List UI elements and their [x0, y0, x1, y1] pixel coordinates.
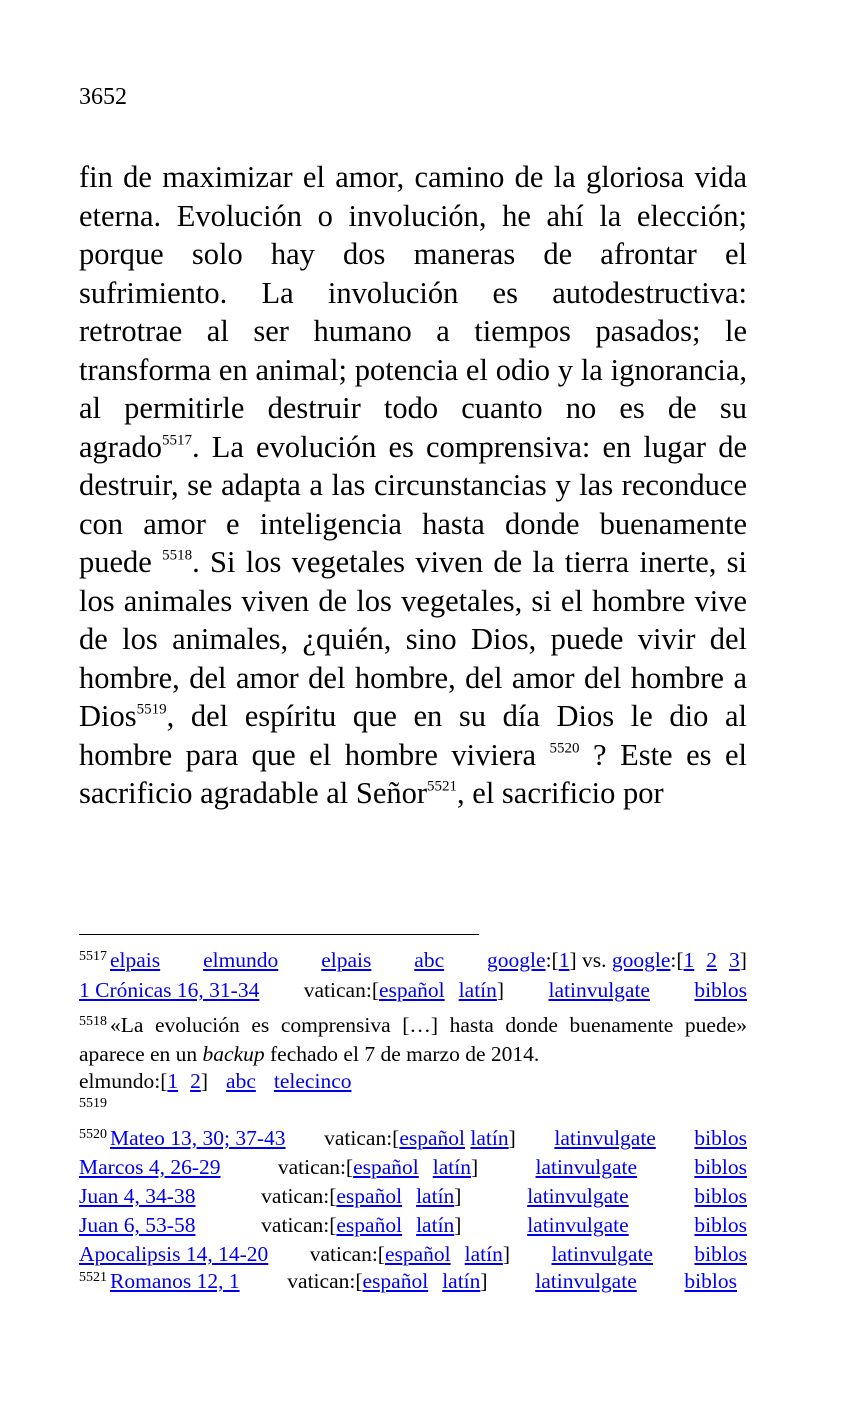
link-elmundo[interactable]: elmundo [203, 948, 279, 972]
footnotes [79, 948, 747, 1299]
link-latin[interactable]: latín [464, 1242, 503, 1266]
google-links-1: google:[1] vs. google:[1 2 3] [487, 948, 747, 972]
footnote-5518-links: elmundo:[1 2] abc telecinco [79, 1069, 352, 1093]
bible-ref-link[interactable]: Juan 4, 34-38 [79, 1184, 196, 1208]
bible-ref-link[interactable]: Mateo 13, 30; 37-43 [110, 1126, 286, 1150]
link-latinvulgate[interactable]: latinvulgate [551, 1242, 653, 1266]
footnote-5517-line-1 [79, 948, 747, 978]
link-latinvulgate[interactable]: latinvulgate [548, 978, 650, 1002]
bible-ref-link[interactable]: Apocalipsis 14, 14-20 [79, 1242, 269, 1266]
link-elpais[interactable]: elpais [110, 948, 161, 972]
footnote-5520-row: Juan 6, 53-58 vatican:[español latín] latinvulgate biblos [79, 1213, 747, 1237]
link-espanol[interactable]: español [353, 1155, 419, 1179]
link-espanol[interactable]: español [362, 1269, 429, 1293]
footnote-separator [79, 934, 479, 935]
link-espanol[interactable]: español [378, 978, 445, 1002]
paragraph-text: . Si los vegetales viven de la tierra inerte, si los animales viven de los vegetales, si el hombre vive de los animales, ¿quién, sino Dios, puede vivir del hombre, del amor del hombre, del amor del hombre a Dios [79, 545, 747, 733]
paragraph-text: . La evolución es comprensiva: en lugar de destruir, se adapta a las circunstancias y las reconduce con amor e inteligencia hasta donde buenamente puede [79, 429, 747, 579]
link-latin[interactable]: latín [470, 1126, 509, 1150]
link-google-1[interactable]: 1 [558, 948, 570, 972]
link-latin[interactable]: latín [458, 978, 497, 1002]
link-espanol[interactable]: español [384, 1242, 451, 1266]
link-espanol[interactable]: español [399, 1126, 466, 1150]
link-espanol[interactable]: español [336, 1213, 403, 1237]
footnote-5520-row: Juan 4, 34-38 vatican:[español latín] latinvulgate biblos [79, 1184, 747, 1208]
footnote-5521: $^{5521}$ Romanos 12, 1 vatican:[español latín] latinvulgate biblos [79, 1269, 737, 1293]
link-latin[interactable]: latín [432, 1155, 471, 1179]
link-biblos[interactable]: biblos [694, 1242, 747, 1266]
paragraph-text: , del espíritu que en su día Dios le dio al hombre para que el hombre viviera [79, 699, 747, 772]
body-paragraph [79, 158, 747, 813]
link-latinvulgate[interactable]: latinvulgate [554, 1126, 656, 1150]
link-latin[interactable]: latín [416, 1213, 455, 1237]
link-google-1[interactable]: 1 [683, 948, 695, 972]
link-espanol[interactable]: español [336, 1184, 403, 1208]
link-biblos[interactable]: biblos [694, 978, 747, 1002]
link-biblos[interactable]: biblos [694, 1213, 747, 1237]
link-google[interactable]: google [487, 948, 546, 972]
link-latinvulgate[interactable]: latinvulgate [527, 1213, 629, 1237]
paragraph-text: ? Este es el sacrificio agradable al Señor [79, 737, 748, 810]
footnote-number: 5518 [79, 1014, 107, 1029]
link-latin[interactable]: latín [416, 1184, 455, 1208]
footnote-number: 5521 [79, 1270, 107, 1285]
link-latinvulgate[interactable]: latinvulgate [535, 1269, 637, 1293]
link-biblos[interactable]: biblos [694, 1155, 747, 1179]
footnote-5518: $^{5518}$ «La evolución es comprensiva […] hasta donde buenamente puede» aparece en un backup fechado el 7 de marzo de 2014. [79, 1013, 747, 1066]
bible-ref-link[interactable]: Romanos 12, 1 [110, 1269, 240, 1293]
footnote-number: 5520 [79, 1127, 107, 1142]
paragraph-text: fin de maximizar el amor, camino de la gloriosa vida eterna. Evolución o involución, he ahí la elección; porque solo hay dos maneras de afrontar el sufrimiento. La involución es autodestructiva: retrotrae al ser humano a tiempos pasados; le transforma en animal; potencia el odio y la ignorancia, al permitirle destruir todo cuanto no es de su agrado [79, 160, 747, 464]
link-abc[interactable]: abc [226, 1069, 256, 1093]
bible-ref-link[interactable]: Marcos 4, 26-29 [79, 1155, 221, 1179]
footnote-5520-row: $^{5520}$ Mateo 13, 30; 37-43 vatican:[español latín] latinvulgate biblos [79, 1126, 747, 1150]
link-latin[interactable]: latín [442, 1269, 481, 1293]
footnote-ref[interactable]: 5517 [161, 431, 192, 448]
link-biblos[interactable]: biblos [694, 1184, 747, 1208]
link-elpais[interactable]: elpais [321, 948, 372, 972]
paragraph-text: , el sacrificio por [457, 776, 664, 810]
footnote-ref[interactable]: 5519 [136, 701, 167, 718]
link-google-2[interactable]: 2 [706, 948, 718, 972]
footnote-number: 5517 [79, 949, 107, 964]
footnote-ref[interactable]: 5520 [549, 739, 580, 756]
footnote-ref[interactable]: 5521 [427, 778, 458, 795]
link-latinvulgate[interactable]: latinvulgate [527, 1184, 629, 1208]
link-elmundo-1[interactable]: 1 [167, 1069, 179, 1093]
link-latinvulgate[interactable]: latinvulgate [535, 1155, 638, 1179]
footnote-ref[interactable]: 5518 [162, 547, 193, 564]
link-abc[interactable]: abc [414, 948, 445, 972]
footnote-5520-row: Marcos 4, 26-29 vatican:[español latín] latinvulgate biblos [79, 1155, 747, 1179]
page-number: 3652 [79, 84, 127, 110]
link-google[interactable]: google [611, 948, 671, 972]
bible-ref-link[interactable]: Juan 6, 53-58 [79, 1213, 196, 1237]
link-elmundo-2[interactable]: 2 [190, 1069, 201, 1093]
footnote-number: 5519 [79, 1096, 107, 1111]
link-telecinco[interactable]: telecinco [273, 1069, 352, 1093]
footnote-5520-row: Apocalipsis 14, 14-20 vatican:[español latín] latinvulgate biblos [79, 1242, 747, 1266]
link-biblos[interactable]: biblos [694, 1126, 747, 1150]
bible-ref-link[interactable]: 1 Crónicas 16, 31-34 [79, 978, 260, 1002]
footnote-5517-line-2: 1 Crónicas 16, 31-34 vatican:[español latín] latinvulgate biblos [79, 978, 747, 1002]
footnote-5519 [79, 1096, 747, 1126]
link-biblos[interactable]: biblos [684, 1269, 737, 1293]
link-google-3[interactable]: 3 [729, 948, 740, 972]
